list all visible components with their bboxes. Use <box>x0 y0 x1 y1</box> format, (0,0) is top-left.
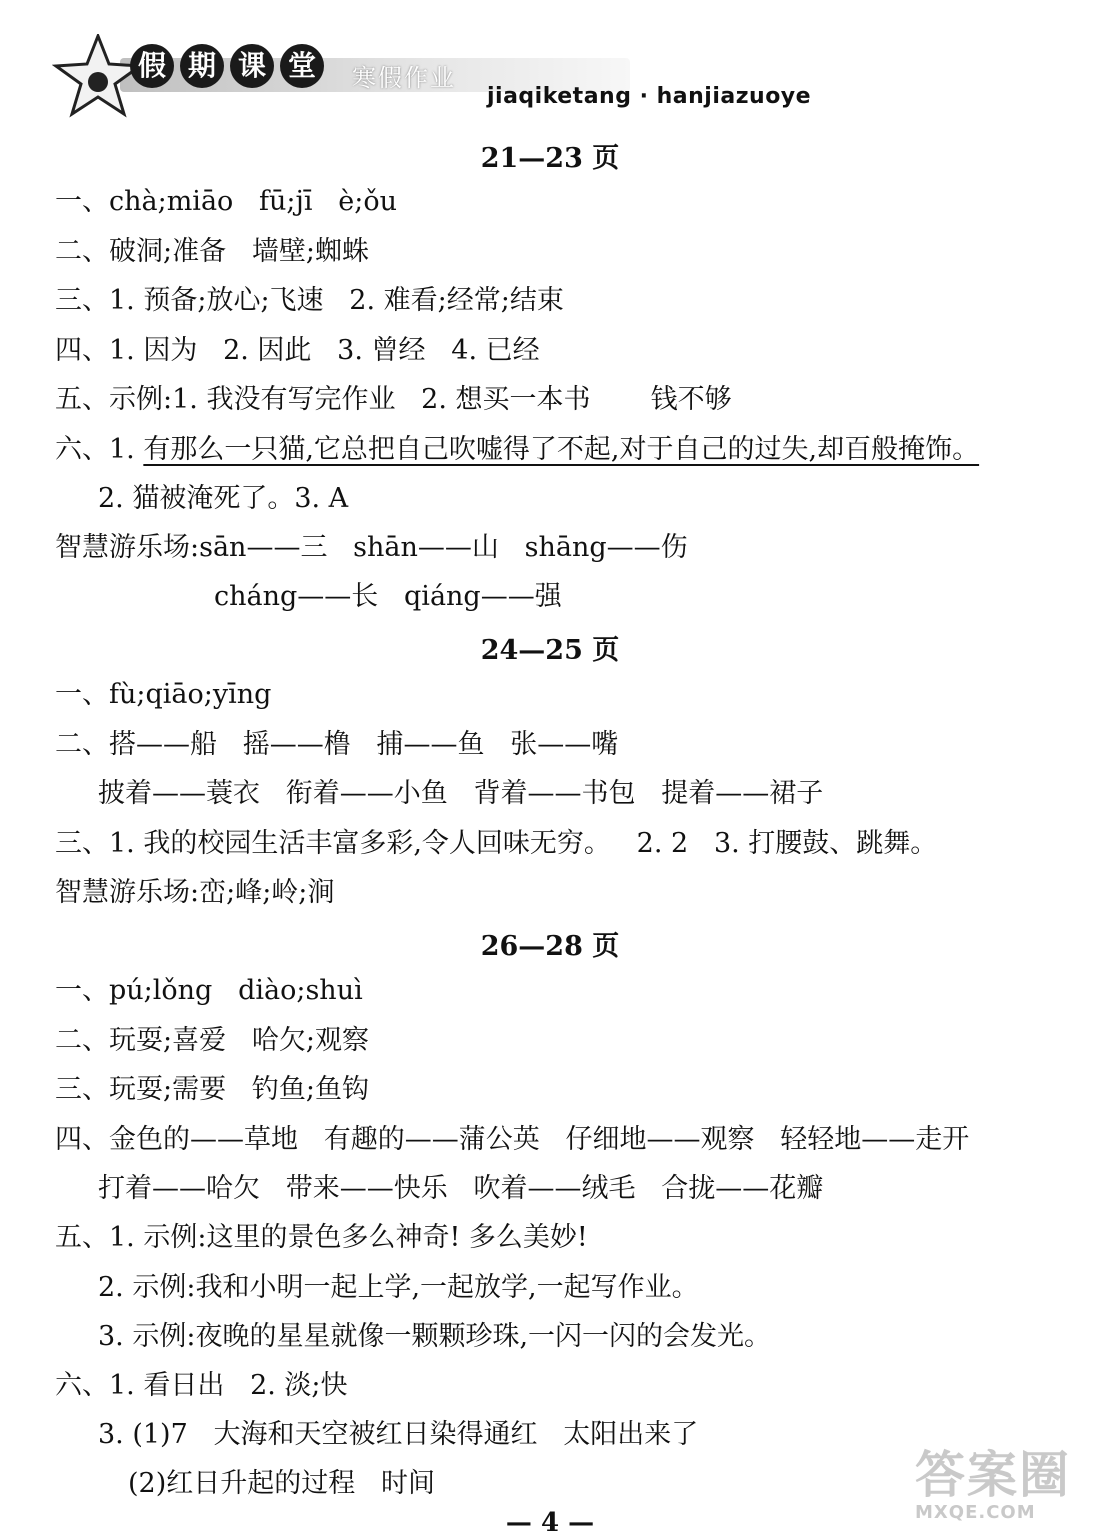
answer-line: (2)红日升起的过程 时间 <box>128 1468 435 1499</box>
answer-line: 一、chà;miāo fū;jī è;ǒu <box>55 186 397 217</box>
answer-line: 四、1. 因为 2. 因此 3. 曾经 4. 已经 <box>55 335 540 366</box>
answer-line: 三、1. 预备;放心;飞速 2. 难看;经常;结束 <box>55 285 564 316</box>
answer-line: 打着——哈欠 带来——快乐 吹着——绒毛 合拢——花瓣 <box>98 1173 824 1204</box>
answer-line: 披着——蓑衣 衔着——小鱼 背着——书包 提着——裙子 <box>98 778 824 809</box>
header-title-char: 期 <box>180 44 224 88</box>
answer-line: 五、示例:1. 我没有写完作业 2. 想买一本书 钱不够 <box>55 384 732 415</box>
answer-line: 智慧游乐场:sān——三 shān——山 shāng——伤 <box>55 532 688 563</box>
answer-line: cháng——长 qiáng——强 <box>214 581 562 612</box>
answer-line: 三、1. 我的校园生活丰富多彩,令人回味无穷。 2. 2 3. 打腰鼓、跳舞。 <box>55 828 938 859</box>
page-number: — 4 — <box>505 1508 595 1538</box>
page-header <box>0 0 1100 130</box>
section-heading: 26—28 页 <box>480 931 620 962</box>
section-heading: 21—23 页 <box>480 143 620 174</box>
answer-line: 一、pú;lǒng diào;shuì <box>55 975 363 1006</box>
answer-prefix: 六、1. <box>55 434 144 465</box>
answer-line <box>55 432 979 468</box>
answer-line: 二、破洞;准备 墙壁;蜘蛛 <box>55 236 369 267</box>
answer-line: 2. 示例:我和小明一起上学,一起放学,一起写作业。 <box>98 1272 699 1303</box>
answer-line: 三、玩耍;需要 钓鱼;鱼钩 <box>55 1074 369 1105</box>
answer-line: 一、fù;qiāo;yīng <box>55 679 272 710</box>
header-title-char: 堂 <box>280 44 324 88</box>
answer-line: 五、1. 示例:这里的景色多么神奇! 多么美妙! <box>55 1222 588 1253</box>
answer-line: 六、1. 看日出 2. 淡;快 <box>55 1370 348 1401</box>
watermark-url: MXQE.COM <box>915 1502 1036 1523</box>
header-subtitle: 寒假作业 <box>352 64 456 92</box>
header-pinyin: jiaqiketang · hanjiazuoye <box>487 84 812 109</box>
underlined-answer: 有那么一只猫,它总把自己吹嘘得了不起,对于自己的过失,却百般掩饰。 <box>143 434 980 465</box>
answer-line: 3. 示例:夜晚的星星就像一颗颗珍珠,一闪一闪的会发光。 <box>98 1321 772 1352</box>
answer-line: 2. 猫被淹死了。3. A <box>98 483 349 514</box>
answer-line: 二、搭——船 摇——橹 捕——鱼 张——嘴 <box>55 729 619 760</box>
watermark-text: 答案圈 <box>915 1446 1071 1504</box>
section-heading: 24—25 页 <box>480 635 620 666</box>
header-title-char: 假 <box>130 44 174 88</box>
header-title <box>130 44 324 88</box>
answer-line: 3. (1)7 大海和天空被红日染得通红 太阳出来了 <box>98 1419 699 1450</box>
answer-line: 四、金色的——草地 有趣的——蒲公英 仔细地——观察 轻轻地——走开 <box>55 1124 970 1155</box>
header-title-char: 课 <box>230 44 274 88</box>
answer-line: 智慧游乐场:峦;峰;岭;涧 <box>55 877 335 908</box>
answer-line: 二、玩耍;喜爱 哈欠;观察 <box>55 1025 369 1056</box>
